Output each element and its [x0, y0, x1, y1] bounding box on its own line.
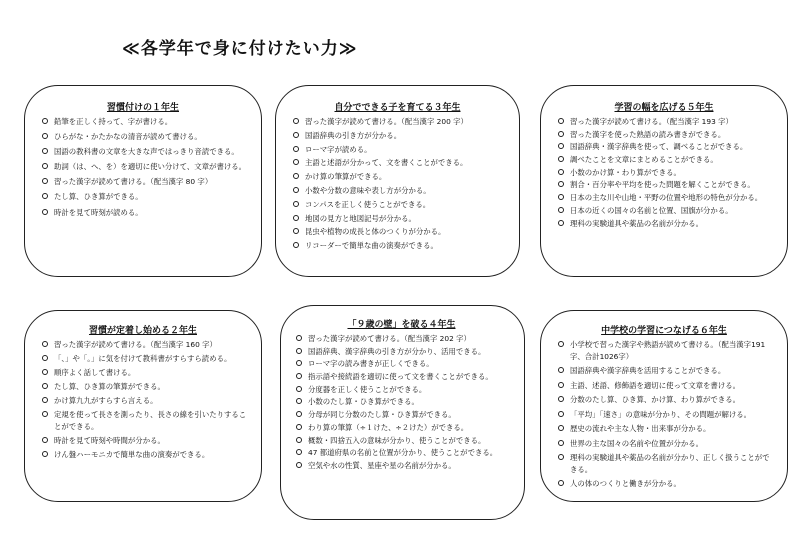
list-item: [555, 365, 773, 377]
item-text: ローマ字の読み書きが正しくできる。: [308, 359, 434, 369]
list-item: [290, 185, 505, 197]
item-text: 日本の主な川や山地・平野の位置や地形の特色が分かる。: [570, 193, 763, 203]
item-text: 国語辞典の引き方が分かる。: [305, 130, 402, 140]
circle-bullet-icon: [293, 242, 299, 248]
item-text: 地図の見方と地図記号が分かる。: [305, 213, 416, 223]
list-item: [555, 141, 773, 152]
circle-bullet-icon: [558, 169, 564, 175]
list-item: [39, 339, 247, 351]
list-item: [555, 339, 773, 362]
item-text: 習った漢字が読めて書ける。（配当漢字 200 字）: [305, 117, 468, 126]
list-item: [290, 116, 505, 128]
item-text: 概数・四捨五入の意味が分かり、使うことができる。: [308, 435, 486, 445]
list-item: [39, 207, 247, 219]
item-text: たし算、ひき算ができる。: [54, 192, 143, 202]
circle-bullet-icon: [558, 425, 564, 431]
grade-3-card: [275, 85, 520, 277]
goal-list: [293, 333, 510, 471]
list-item: [293, 346, 510, 357]
grade-4-card: [280, 305, 525, 520]
circle-bullet-icon: [293, 228, 299, 234]
goal-list: [555, 116, 773, 229]
item-text: 国語辞典、漢字辞典の引き方が分かり、活用できる。: [308, 346, 486, 356]
list-item: [290, 240, 505, 252]
circle-bullet-icon: [293, 118, 299, 124]
circle-bullet-icon: [296, 373, 302, 379]
item-text: 世界の主な国々の名前や位置が分かる。: [570, 438, 704, 448]
card-heading: 「９歳の壁」を破る４年生: [347, 320, 456, 330]
card-heading: 習慣付けの１年生: [106, 103, 179, 113]
list-item: [555, 478, 773, 490]
list-item: [290, 144, 505, 156]
item-text: 空気や水の性質、星座や星の名前が分かる。: [308, 460, 456, 470]
item-text: 「平均」「速さ」の意味が分かり、その問題が解ける。: [570, 409, 752, 419]
circle-bullet-icon: [558, 220, 564, 226]
list-item: [39, 191, 247, 203]
item-text: 小数のかけ算・わり算ができる。: [570, 167, 681, 177]
grade-6-card: [540, 310, 788, 502]
item-text: コンパスを正しく使うことができる。: [305, 199, 431, 209]
card-heading: 中学校の学習につなげる６年生: [601, 326, 727, 336]
list-item: [555, 179, 773, 190]
circle-bullet-icon: [296, 398, 302, 404]
grade-2-card: [24, 310, 262, 502]
item-text: 習った漢字を使った熟語の読み書きができる。: [570, 129, 726, 139]
circle-bullet-icon: [296, 348, 302, 354]
item-text: 理科の実験道具や薬品の名前が分かる。: [570, 218, 704, 228]
circle-bullet-icon: [296, 360, 302, 366]
item-text: 助詞（は、へ、を）を適切に使い分けて、文章が書ける。: [54, 162, 247, 172]
circle-bullet-icon: [558, 396, 564, 402]
list-item: [293, 396, 510, 407]
list-item: [555, 394, 773, 406]
item-text: 割合・百分率や平均を使った問題を解くことができる。: [570, 180, 755, 190]
list-item: [39, 381, 247, 393]
card-heading: 学習の幅を広げる５年生: [614, 103, 714, 113]
list-item: [555, 205, 773, 216]
list-item: [293, 460, 510, 471]
item-text: 歴史の流れや主な人物・出来事が分かる。: [570, 424, 711, 433]
item-text: 時計を見て時刻が読める。: [54, 207, 143, 217]
item-text: かけ算九九がすらすら言える。: [54, 396, 158, 406]
item-text: 鉛筆を正しく持って、字が書ける。: [54, 117, 173, 126]
item-text: 小数や分数の意味や表し方が分かる。: [305, 185, 431, 195]
circle-bullet-icon: [558, 194, 564, 200]
circle-bullet-icon: [558, 207, 564, 213]
item-text: 分数のたし算、ひき算、かけ算、わり算ができる。: [570, 395, 740, 404]
item-text: 習った漢字が読めて書ける。（配当漢字 160 字）: [54, 340, 217, 349]
list-item: [39, 367, 247, 379]
circle-bullet-icon: [558, 411, 564, 417]
item-text: 習った漢字が読めて書ける。（配当漢字 202 字）: [308, 334, 471, 343]
item-text: 昆虫や植物の成長と体のつくりが分かる。: [305, 227, 446, 237]
list-item: [290, 213, 505, 225]
circle-bullet-icon: [558, 143, 564, 149]
list-item: [39, 353, 247, 365]
circle-bullet-icon: [296, 335, 302, 341]
list-item: [555, 218, 773, 229]
circle-bullet-icon: [293, 132, 299, 138]
circle-bullet-icon: [558, 480, 564, 486]
circle-bullet-icon: [42, 369, 48, 375]
item-text: 定規を使って長さを測ったり、長さの線を引いたりすることができる。: [54, 410, 247, 431]
circle-bullet-icon: [558, 131, 564, 137]
item-text: 習った漢字が読めて書ける。（配当漢字 193 字）: [570, 117, 733, 126]
circle-bullet-icon: [558, 440, 564, 446]
list-item: [290, 171, 505, 183]
list-item: [290, 199, 505, 211]
circle-bullet-icon: [558, 118, 564, 124]
grade-5-card: [540, 85, 788, 277]
item-text: ひらがな・かたかなの清音が読めて書ける。: [54, 132, 202, 142]
item-text: たし算、ひき算の筆算ができる。: [54, 382, 165, 392]
list-item: [290, 157, 505, 169]
list-item: [555, 167, 773, 178]
item-text: 主語と述語が分かって、文を書くことができる。: [305, 158, 468, 168]
goal-list: [39, 116, 247, 218]
circle-bullet-icon: [42, 397, 48, 403]
item-text: 順序よく話して書ける。: [54, 368, 136, 378]
list-item: [555, 129, 773, 140]
item-text: かけ算の筆算ができる。: [305, 172, 387, 182]
item-text: 「、」や「。」に気を付けて教科書がすらすら読める。: [54, 354, 232, 364]
list-item: [555, 116, 773, 127]
circle-bullet-icon: [293, 173, 299, 179]
list-item: [290, 226, 505, 238]
item-text: 調べたことを文章にまとめることができる。: [570, 155, 718, 165]
list-item: [39, 116, 247, 128]
item-text: 小学校で習った漢字や熟語が読めて書ける。（配当漢字191字、合計1026字）: [570, 340, 766, 361]
list-item: [39, 435, 247, 447]
goal-list: [39, 339, 247, 461]
item-text: 47 都道府県の名前と位置が分かり、使うことができる。: [308, 448, 498, 458]
circle-bullet-icon: [558, 341, 564, 347]
circle-bullet-icon: [296, 462, 302, 468]
item-text: 人の体のつくりと働きが分かる。: [570, 479, 681, 488]
circle-bullet-icon: [42, 355, 48, 361]
circle-bullet-icon: [42, 383, 48, 389]
list-item: [555, 423, 773, 435]
list-item: [293, 435, 510, 446]
list-item: [555, 380, 773, 392]
item-text: 国語辞典・漢字辞典を使って、調べることができる。: [570, 142, 748, 152]
circle-bullet-icon: [42, 341, 48, 347]
list-item: [293, 447, 510, 458]
circle-bullet-icon: [293, 215, 299, 221]
circle-bullet-icon: [296, 437, 302, 443]
list-item: [293, 384, 510, 395]
card-heading: 自分でできる子を育てる３年生: [334, 103, 461, 113]
item-text: けん盤ハーモニカで簡単な曲の演奏ができる。: [54, 450, 210, 460]
goal-list: [290, 116, 505, 252]
item-text: 時計を見て時刻や時間が分かる。: [54, 436, 165, 446]
circle-bullet-icon: [42, 209, 48, 215]
list-item: [555, 192, 773, 203]
circle-bullet-icon: [296, 386, 302, 392]
circle-bullet-icon: [558, 454, 564, 460]
list-item: [293, 409, 510, 420]
circle-bullet-icon: [42, 163, 48, 169]
grade-1-card: [24, 85, 262, 277]
circle-bullet-icon: [42, 178, 48, 184]
list-item: [293, 422, 510, 433]
circle-bullet-icon: [42, 411, 48, 417]
circle-bullet-icon: [558, 181, 564, 187]
circle-bullet-icon: [293, 187, 299, 193]
list-item: [39, 395, 247, 407]
list-item: [293, 371, 510, 382]
circle-bullet-icon: [42, 118, 48, 124]
circle-bullet-icon: [293, 201, 299, 207]
list-item: [39, 176, 247, 188]
list-item: [293, 333, 510, 344]
item-text: 分度器を正しく使うことができる。: [308, 384, 427, 394]
item-text: 小数のたし算・ひき算ができる。: [308, 397, 419, 407]
circle-bullet-icon: [42, 193, 48, 199]
item-text: わり算の筆算（÷１けた、÷２けた）ができる。: [308, 422, 469, 432]
list-item: [39, 131, 247, 143]
circle-bullet-icon: [296, 411, 302, 417]
circle-bullet-icon: [293, 159, 299, 165]
circle-bullet-icon: [296, 449, 302, 455]
item-text: 日本の近くの国々の名前と位置、国旗が分かる。: [570, 205, 733, 215]
list-item: [555, 409, 773, 421]
item-text: 指示語や接続語を適切に使って文を書くことができる。: [308, 372, 493, 382]
circle-bullet-icon: [558, 382, 564, 388]
list-item: [555, 438, 773, 450]
list-item: [555, 452, 773, 475]
list-item: [39, 409, 247, 432]
circle-bullet-icon: [42, 148, 48, 154]
item-text: ローマ字が読める。: [305, 144, 372, 154]
circle-bullet-icon: [42, 451, 48, 457]
circle-bullet-icon: [42, 437, 48, 443]
item-text: 主語、述語、修飾語を適切に使って文章を書ける。: [570, 380, 740, 390]
circle-bullet-icon: [558, 367, 564, 373]
item-text: 分母が同じ分数のたし算・ひき算ができる。: [308, 410, 456, 420]
item-text: リコーダーで簡単な曲の演奏ができる。: [305, 241, 438, 251]
circle-bullet-icon: [296, 424, 302, 430]
list-item: [39, 146, 247, 158]
item-text: 国語の教科書の文章を大きな声ではっきり音読できる。: [54, 147, 239, 157]
item-text: 習った漢字が読めて書ける。（配当漢字 80 字）: [54, 177, 213, 187]
circle-bullet-icon: [42, 133, 48, 139]
page-title: ≪各学年で身に付けたい力≫: [122, 39, 358, 59]
item-text: 国語辞典や漢字辞典を活用することができる。: [570, 366, 726, 375]
list-item: [555, 154, 773, 165]
card-heading: 習慣が定着し始める２年生: [88, 326, 197, 336]
list-item: [290, 130, 505, 142]
item-text: 理科の実験道具や薬品の名前が分かり、正しく扱うことができる。: [570, 453, 770, 474]
list-item: [39, 161, 247, 173]
list-item: [293, 358, 510, 369]
goal-list: [555, 339, 773, 490]
list-item: [39, 449, 247, 461]
circle-bullet-icon: [293, 146, 299, 152]
circle-bullet-icon: [558, 156, 564, 162]
